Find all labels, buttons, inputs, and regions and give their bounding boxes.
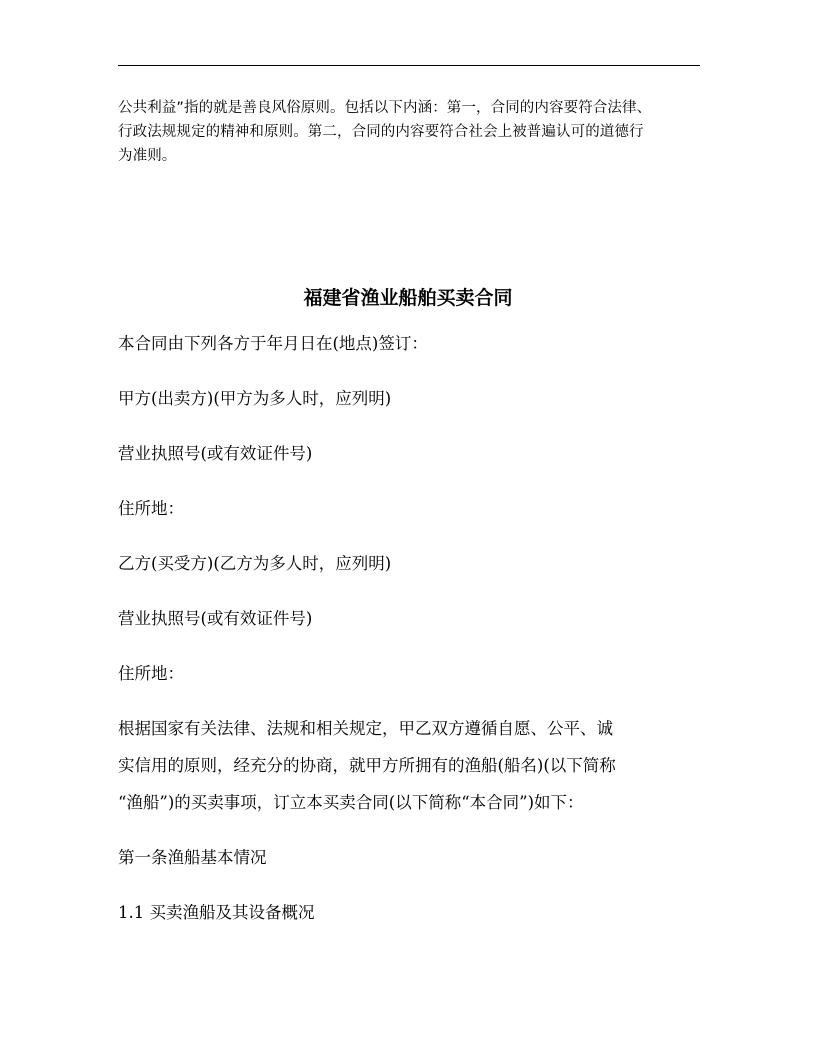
party-a-label: 甲方(出卖方)(甲方为多人时，应列明) [118, 389, 392, 408]
party-b-license: 营业执照号(或有效证件号) [118, 609, 313, 628]
header-rule [118, 65, 700, 66]
preamble-line: 根据国家有关法律、法规和相关规定，甲乙双方遵循自愿、公平、诚 [118, 719, 613, 738]
preamble-line: “渔船”)的买卖事项，订立本买卖合同(以下简称“本合同”)如下： [118, 793, 584, 812]
signing-statement: 本合同由下列各方于年月日在(地点)签订： [118, 334, 428, 353]
party-a-license: 营业执照号(或有效证件号) [118, 444, 313, 463]
intro-paragraph [118, 96, 718, 168]
preamble-line: 实信用的原则，经充分的协商，就甲方所拥有的渔船(船名)(以下简称 [118, 756, 616, 775]
party-a-address: 住所地： [118, 499, 184, 518]
party-b-address: 住所地： [118, 664, 184, 683]
intro-line: 公共利益”指的就是善良风俗原则。包括以下内涵：第一，合同的内容要符合法律、 [118, 100, 652, 116]
intro-line: 行政法规规定的精神和原则。第二，合同的内容要符合社会上被普遍认可的道德行 [118, 124, 644, 140]
document-title: 福建省渔业船舶买卖合同 [303, 287, 513, 309]
party-b-label: 乙方(买受方)(乙方为多人时，应列明) [118, 554, 392, 573]
section-1-1-heading: 1.1 买卖渔船及其设备概况 [118, 903, 315, 922]
article-1-heading: 第一条渔船基本情况 [118, 848, 267, 867]
intro-line: 为准则。 [118, 148, 177, 164]
